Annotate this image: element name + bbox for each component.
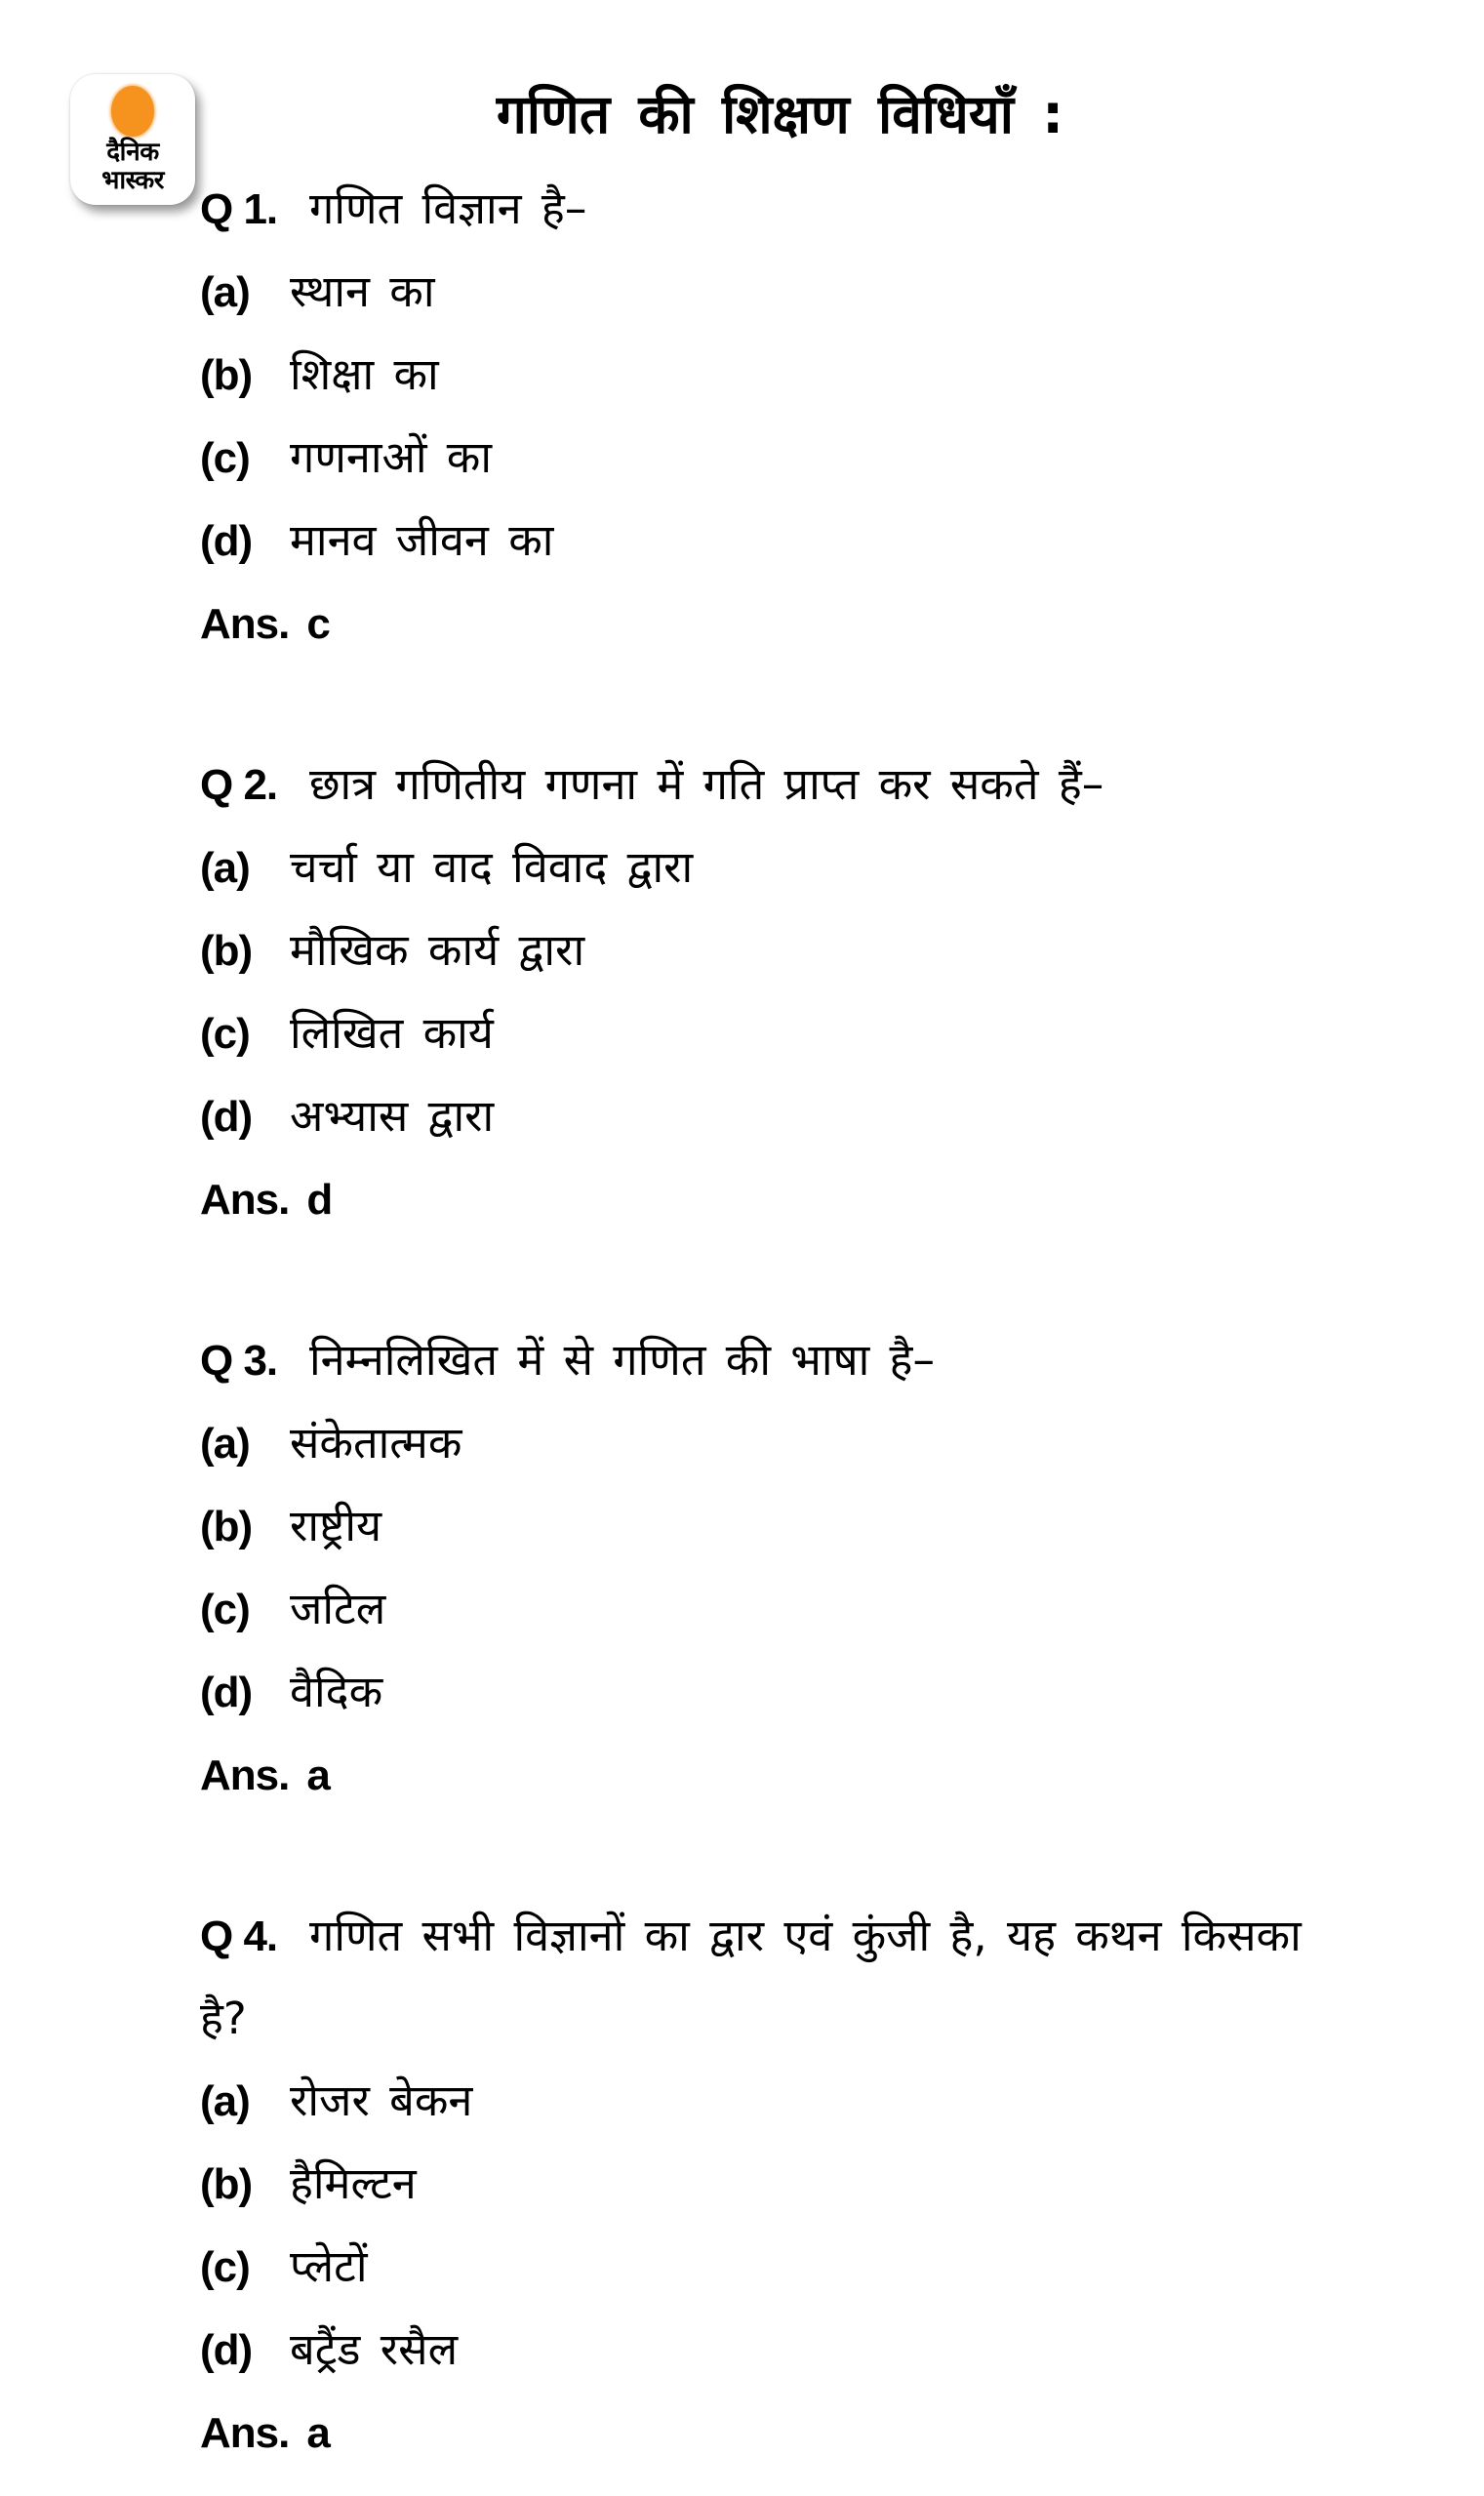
option-text: गणनाओं का [290,431,493,483]
option-label: (a) [200,844,250,892]
option-label: (d) [200,1093,253,1141]
option-a [200,2060,1366,2143]
option-b [200,334,1366,417]
question-line [200,168,1366,251]
question-number: Q 2. [200,761,278,809]
option-label: (a) [200,2077,250,2125]
option-label: (b) [200,2160,253,2208]
question-number: Q 3. [200,1337,278,1385]
answer-line [200,583,1366,665]
option-c [200,2226,1366,2309]
option-b [200,909,1366,992]
option-text: शिक्षा का [290,348,439,400]
option-label: (c) [200,1586,250,1633]
option-b [200,2143,1366,2226]
question-line [200,744,1366,826]
option-text: बट्रैंड रसैल [290,2323,459,2375]
option-label: (b) [200,1503,253,1550]
option-text: मौखिक कार्य द्वारा [290,924,585,976]
logo-text-line1: दैनिक [106,138,159,167]
option-label: (d) [200,1669,253,1716]
answer-label: Ans. [200,1176,290,1224]
question-block-1 [200,168,1366,665]
question-text: गणित सभी विज्ञानों का द्वार एवं कुंजी है, यह कथन किसका है? [200,1910,1302,2044]
option-text: प्लेटों [290,2240,368,2292]
option-a [200,1402,1366,1485]
questions-list [200,168,1366,2496]
question-block-2 [200,744,1366,1241]
answer-line [200,1734,1366,1817]
question-number: Q 4. [200,1912,278,1960]
option-text: लिखित कार्य [290,1007,494,1059]
answer-line [200,2392,1366,2475]
question-text: गणित विज्ञान है– [309,182,587,234]
answer-value: a [306,1751,330,1799]
question-block-3 [200,1319,1366,1817]
option-text: हैमिल्टन [290,2157,417,2209]
option-label: (c) [200,1010,250,1058]
answer-label: Ans. [200,600,290,648]
option-label: (b) [200,351,253,399]
option-label: (d) [200,2326,253,2374]
answer-value: c [306,600,330,648]
option-label: (d) [200,517,253,565]
option-c [200,992,1366,1075]
answer-label: Ans. [200,2409,290,2457]
option-d [200,2309,1366,2392]
option-label: (a) [200,268,250,316]
option-b [200,1485,1366,1568]
answer-line [200,1158,1366,1241]
page-title: गणित की शिक्षण विधियाँ : [496,83,1064,145]
option-d [200,500,1366,583]
answer-value: a [306,2409,330,2457]
option-label: (c) [200,434,250,482]
question-number: Q 1. [200,185,278,233]
option-text: अभ्यास द्वारा [290,1090,495,1142]
option-label: (a) [200,1420,250,1468]
option-d [200,1075,1366,1158]
question-line [200,1895,1366,2060]
option-text: राष्ट्रीय [290,1500,382,1551]
option-label: (c) [200,2243,250,2291]
answer-value: d [306,1176,333,1224]
question-line [200,1319,1366,1402]
answer-label: Ans. [200,1751,290,1799]
option-text: संकेतात्मक [290,1417,462,1469]
option-label: (b) [200,927,253,975]
option-a [200,251,1366,334]
option-text: वैदिक [290,1666,383,1717]
option-c [200,417,1366,500]
option-text: रोजर बेकन [290,2074,473,2126]
question-text: छात्र गणितीय गणना में गति प्राप्त कर सकते हैं– [309,758,1104,810]
option-text: स्थान का [290,265,435,317]
question-block-4 [200,1895,1366,2475]
option-text: मानव जीवन का [290,514,554,566]
question-text: निम्नलिखित में से गणित की भाषा है– [309,1334,935,1386]
option-d [200,1651,1366,1734]
option-a [200,826,1366,909]
option-c [200,1568,1366,1651]
option-text: चर्चा या वाद विवाद द्वारा [290,841,694,893]
option-text: जटिल [290,1583,386,1634]
logo-text-line2: भास्कर [101,166,164,195]
